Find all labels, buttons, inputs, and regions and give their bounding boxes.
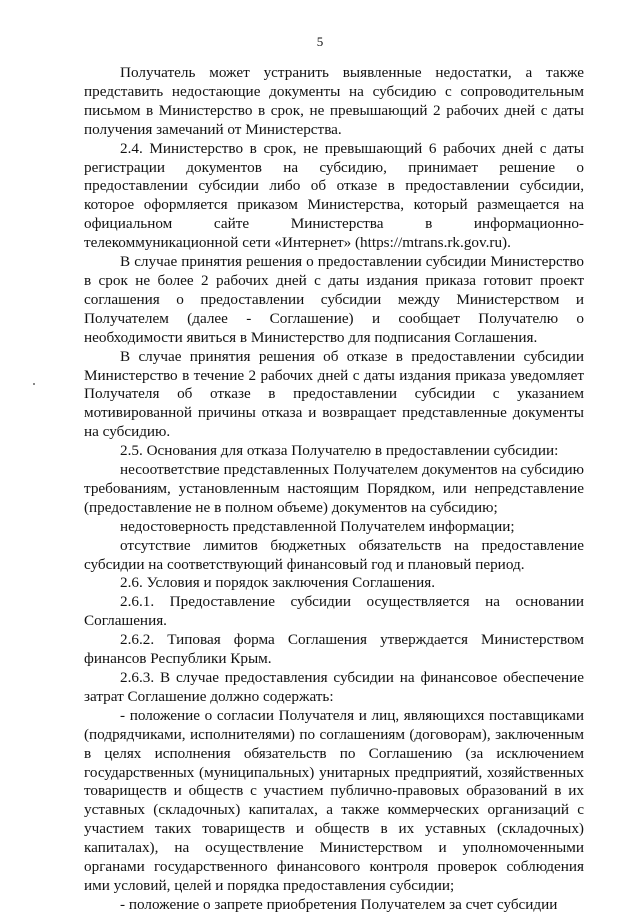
page-number: 5	[316, 34, 324, 49]
paragraph-unreliability: недостоверность представленной Получателем информации;	[120, 517, 515, 535]
margin-speck	[33, 383, 35, 385]
paragraph-nonconformity: несоответствие представленных Получателем документов на субсидию требованиям, установленным настоящим Порядком, или непредставление (предоставление не в полном объеме) документов на субсидию;	[84, 461, 584, 516]
paragraph-2-5: 2.5. Основания для отказа Получателю в предоставлении субсидии:	[120, 442, 559, 460]
paragraph-consent-clause: - положение о согласии Получателя и лиц, являющихся поставщиками (подрядчиками, исполнителями) по соглашениям (договорам), заключенным в целях исполнения обязательств по Соглашению (за исключением государственных (муниципальных) унитарных предприятий, хозяйственных товариществ и обществ с участием публично-правовых образований в их уставных (складочных) капиталах, а также коммерческих организаций с участием таких товариществ и обществ в их уставных (складочных) капиталах), на осуществление Министерством и уполномоченными органами государственного финансового контроля проверок соблюдения ими условий, целей и порядка предоставления субсидии;	[84, 706, 584, 894]
paragraph-2-4: 2.4. Министерство в срок, не превышающий 6 рабочих дней с даты регистрации документов на субсидию, принимает решение о предоставлении субсидии либо об отказе в предоставлении субсидии, которое оформляется приказом Министерства, который размещается на официальном сайте Министерства в информационно-телекоммуникационной сети «Интернет» (https://mtrans.rk.gov.ru).	[84, 139, 584, 252]
paragraph-2-6-2: 2.6.2. Типовая форма Соглашения утверждается Министерством финансов Республики Крым.	[84, 631, 584, 668]
paragraph-refusal-decision: В случае принятия решения об отказе в предоставлении субсидии Министерство в течение 2 рабочих дней с даты издания приказа уведомляет Получателя об отказе в предоставлении субсидии с указанием мотивированной причины отказа и возвращает представленные документы на субсидию.	[84, 347, 584, 441]
paragraph-2-6-3: 2.6.3. В случае предоставления субсидии на финансовое обеспечение затрат Соглашение должно содержать:	[84, 669, 584, 705]
document-body	[84, 64, 584, 915]
paragraph-no-limits: отсутствие лимитов бюджетных обязательств на предоставление субсидии на соответствующий финансовый год и плановый период.	[84, 536, 584, 573]
paragraph-2-6: 2.6. Условия и порядок заключения Соглашения.	[120, 574, 436, 592]
paragraph-prohibition-clause: - положение о запрете приобретения Получателем за счет субсидии	[120, 895, 558, 913]
paragraph-remedy-deficiencies: Получатель может устранить выявленные недостатки, а также представить недостающие документы на субсидию с сопроводительным письмом в Министерство в срок, не превышающий 2 рабочих дней с даты получения замечаний от Министерства.	[84, 64, 584, 138]
paragraph-grant-decision: В случае принятия решения о предоставлении субсидии Министерство в срок не более 2 рабочих дней с даты издания приказа готовит проект соглашения о предоставлении субсидии между Министерством и Получателем (далее - Соглашение) и сообщает Получателю о необходимости явиться в Министерство для подписания Соглашения.	[84, 253, 584, 346]
paragraph-2-6-1: 2.6.1. Предоставление субсидии осуществляется на основании Соглашения.	[84, 593, 584, 630]
